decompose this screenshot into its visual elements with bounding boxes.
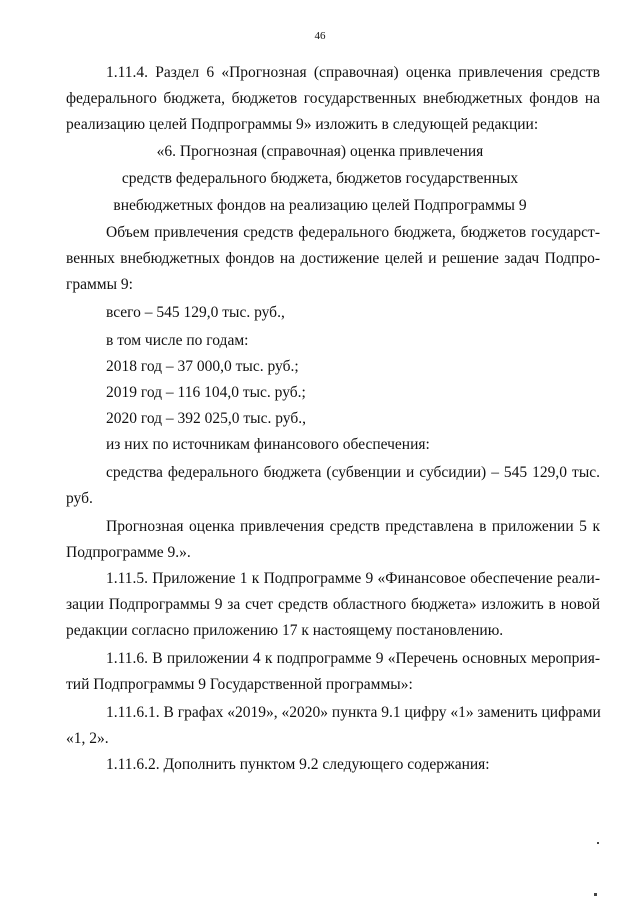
list-item: 2018 год – 37 000,0 тыс. руб.; [106,358,299,375]
paragraph-line: венных внебюджетных фондов на достижение целей и решение задач Подпро- [66,250,600,267]
page-number: 46 [314,30,326,42]
paragraph-volume [66,220,600,298]
paragraph-line: граммы 9: [66,276,133,293]
paragraph-line: 1.11.5. Приложение 1 к Подпрограмме 9 «Финансовое обеспечение реали- [106,570,600,587]
scan-speck [597,842,599,844]
section-heading-line: средств федерального бюджета, бюджетов государственных [121,170,519,187]
funding-list [106,300,600,432]
paragraph-line: средства федерального бюджета (субвенции и субсидии) – 545 129,0 тыс. [106,464,600,481]
paragraph-federal-funds [66,460,600,512]
paragraph-line: 1.11.6.1. В графах «2019», «2020» пункта 9.1 цифру «1» заменить цифрами [106,704,601,721]
paragraph-line: федерального бюджета, бюджетов государственных внебюджетных фондов на [66,90,600,107]
paragraph-line: Объем привлечения средств федерального бюджета, бюджетов государст- [106,224,600,241]
paragraph-line: Прогнозная оценка привлечения средств представлена в приложении 5 к [106,518,600,535]
paragraph-forecast [66,514,600,566]
paragraph-line: 1.11.4. Раздел 6 «Прогнозная (справочная) оценка привлечения средств [106,64,600,81]
paragraph-line: тий Подпрограммы 9 Государственной программы»: [66,676,413,693]
paragraph-1-11-6 [66,646,600,698]
paragraph-line: руб. [66,490,93,507]
paragraph-line: Подпрограмме 9.». [66,544,191,561]
paragraph-1-11-5 [66,566,600,644]
paragraph-1-11-6-1 [66,700,600,752]
paragraph-line: реализацию целей Подпрограммы 9» изложить в следующей редакции: [66,116,539,133]
paragraph-1-11-6-2 [66,752,600,778]
list-item: 2020 год – 392 025,0 тыс. руб., [106,410,306,427]
paragraph-1-11-4 [66,60,600,138]
scan-speck [594,893,597,896]
paragraph-line: 1.11.6. В приложении 4 к подпрограмме 9 «Перечень основных мероприя- [106,650,600,667]
section-heading-line: «6. Прогнозная (справочная) оценка привлечения [156,143,484,160]
sources-line: из них по источникам финансового обеспечения: [106,436,430,453]
list-item: 2019 год – 116 104,0 тыс. руб.; [106,384,306,401]
paragraph-line: «1, 2». [66,730,109,747]
list-item: в том числе по годам: [106,332,249,349]
list-item: всего – 545 129,0 тыс. руб., [106,304,285,321]
section-heading-line: внебюджетных фондов на реализацию целей Подпрограммы 9 [113,197,527,214]
paragraph-line: 1.11.6.2. Дополнить пунктом 9.2 следующего содержания: [106,756,490,773]
paragraph-line: зации Подпрограммы 9 за счет средств областного бюджета» изложить в новой [66,596,600,613]
paragraph-line: редакции согласно приложению 17 к настоящему постановлению. [66,622,504,639]
